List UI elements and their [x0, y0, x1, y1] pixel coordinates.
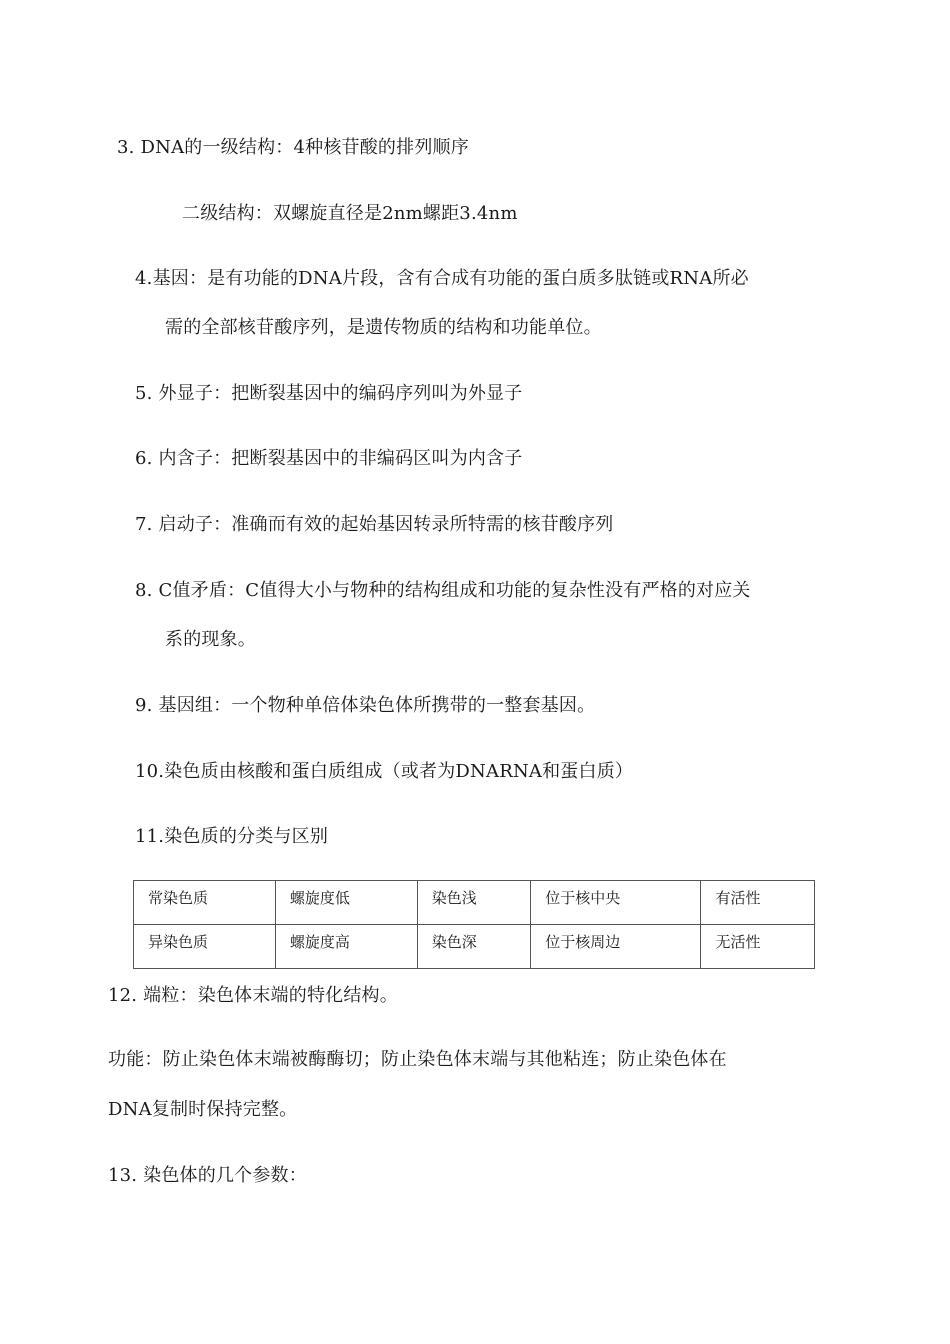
table-cell: 染色深	[417, 925, 531, 969]
table-cell: 位于核中央	[531, 881, 701, 925]
table-row	[134, 925, 815, 969]
item-6-intron: 6. 内含子：把断裂基因中的非编码区叫为内含子	[135, 448, 523, 469]
item-3-secondary-structure: 二级结构：双螺旋直径是2nm螺距3.4nm	[182, 203, 518, 224]
table-cell: 无活性	[701, 925, 815, 969]
item-9-genome: 9. 基因组：一个物种单倍体染色体所携带的一整套基因。	[135, 695, 596, 716]
table-cell: 螺旋度低	[275, 881, 417, 925]
item-12-function-line1: 功能：防止染色体末端被酶酶切；防止染色体末端与其他粘连；防止染色体在	[108, 1049, 727, 1070]
item-4-gene-line2: 需的全部核苷酸序列，是遗传物质的结构和功能单位。	[165, 317, 602, 338]
item-7-promoter: 7. 启动子：准确而有效的起始基因转录所特需的核苷酸序列	[135, 514, 614, 535]
item-11-chromatin-classification: 11.染色质的分类与区别	[135, 826, 329, 847]
table-cell: 螺旋度高	[275, 925, 417, 969]
item-5-exon: 5. 外显子：把断裂基因中的编码序列叫为外显子	[135, 383, 523, 404]
item-12-function-line2: DNA复制时保持完整。	[108, 1099, 298, 1120]
item-8-c-value-paradox-line1: 8. C值矛盾：C值得大小与物种的结构组成和功能的复杂性没有严格的对应关	[135, 580, 751, 601]
table-cell: 常染色质	[134, 881, 276, 925]
item-12-telomere: 12. 端粒：染色体末端的特化结构。	[108, 985, 398, 1006]
item-10-chromatin-composition: 10.染色质由核酸和蛋白质组成（或者为DNARNA和蛋白质）	[135, 761, 634, 782]
item-13-chromosome-parameters: 13. 染色体的几个参数：	[108, 1165, 307, 1186]
table-cell: 异染色质	[134, 925, 276, 969]
item-4-gene-line1: 4.基因：是有功能的DNA片段，含有合成有功能的蛋白质多肽链或RNA所必	[135, 268, 749, 289]
table-cell: 染色浅	[417, 881, 531, 925]
chromatin-comparison-table	[133, 880, 815, 969]
table-cell: 有活性	[701, 881, 815, 925]
table-row	[134, 881, 815, 925]
item-8-c-value-paradox-line2: 系的现象。	[165, 629, 256, 650]
item-3-dna-primary-structure: 3. DNA的一级结构：4种核苷酸的排列顺序	[117, 137, 469, 158]
table-cell: 位于核周边	[531, 925, 701, 969]
